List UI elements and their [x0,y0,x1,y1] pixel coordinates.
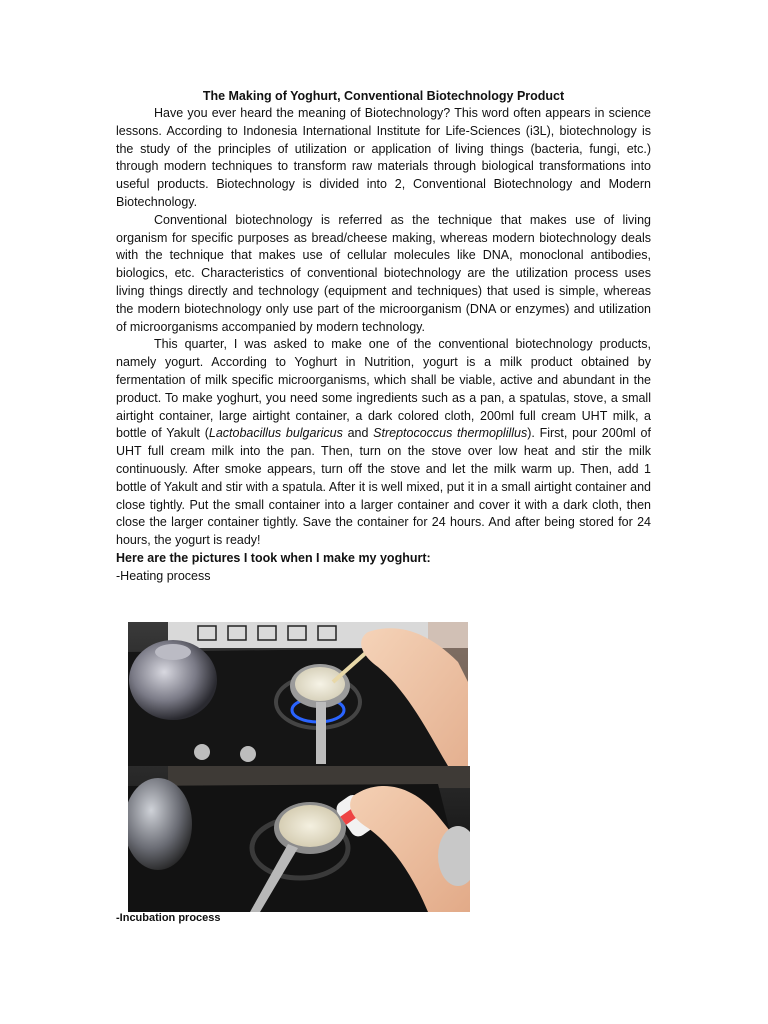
incubation-caption: -Incubation process [116,912,221,924]
paragraph-intro: Have you ever heard the meaning of Biotechnology? This word often appears in science lessons. According to Indonesia International Institute for Life-Sciences (i3L), biotechnology is the study of the principles of utilization or application of living things (bacteria, fungi, etc.) through modern techniques to transform raw materials through biological transformations into useful products. Biotechnology is divided into 2, Conventional Biotechnology and Modern Biotechnology. [116,106,651,209]
paragraph-yogurt-text-a: This quarter, I was asked to make one of the conventional biotechnology products, namely yogurt. According to Yoghurt in Nutrition, yogurt is a milk product obtained by fermentation of milk specific microorganisms, which shall be viable, active and abundant in the product. To make yoghurt, you need some ingredients such as a pan, a spatulas, stove, a small airtight container, large airtight container, a dark colored cloth, 200ml full cream UHT milk, a bottle of Yakult ( [116,337,651,441]
paragraph-and: and [342,426,374,441]
document-title: The Making of Yoghurt, Conventional Biotechnology Product [202,89,565,103]
document-page [116,88,651,586]
paragraph-yogurt-making [116,336,651,550]
paragraph-conventional: Conventional biotechnology is referred as the technique that makes use of living organism for specific purposes as bread/cheese making, whereas modern biotechnology deals with the technique that makes use of cellular molecules like DNA, monoclonal antibodies, biologics, etc. Characteristics of conventional biotechnology are the utilization process uses living things directly and technology (equipment and techniques) that used is simple, whereas the modern biotechnology only use part of the microorganism (DNA or enzymes) and utilization of microorganisms accompanied by modern technology. [116,212,651,334]
stove-pan-pouring-photo-icon [128,766,470,912]
heating-caption: -Heating process [116,568,211,583]
paragraph-yogurt-text-b: ). First, pour 200ml of UHT full cream milk into the pan. Then, turn on the stove over low heat and stir the milk continuously. After smoke appears, turn off the stove and let the milk warm up. Then, add 1 bottle of Yakult and stir with a spatula. After it is well mixed, put it in a small airtight container and close tightly. Put the small container into a larger container and cover it with a dark cloth, then close the larger container tightly. Save the container for 24 hours. And after being stored for 24 hours, the yogurt is ready! [116,426,651,548]
heating-photo-stirring [128,622,468,766]
stove-pan-stirring-photo-icon [128,622,468,766]
heating-photo-adding-yakult [128,766,470,912]
species-streptococcus: Streptococcus thermoplillus [373,426,528,441]
pictures-intro: Here are the pictures I took when I make my yoghurt: [116,550,431,565]
species-lactobacillus: Lactobacillus bulgaricus [208,426,343,441]
